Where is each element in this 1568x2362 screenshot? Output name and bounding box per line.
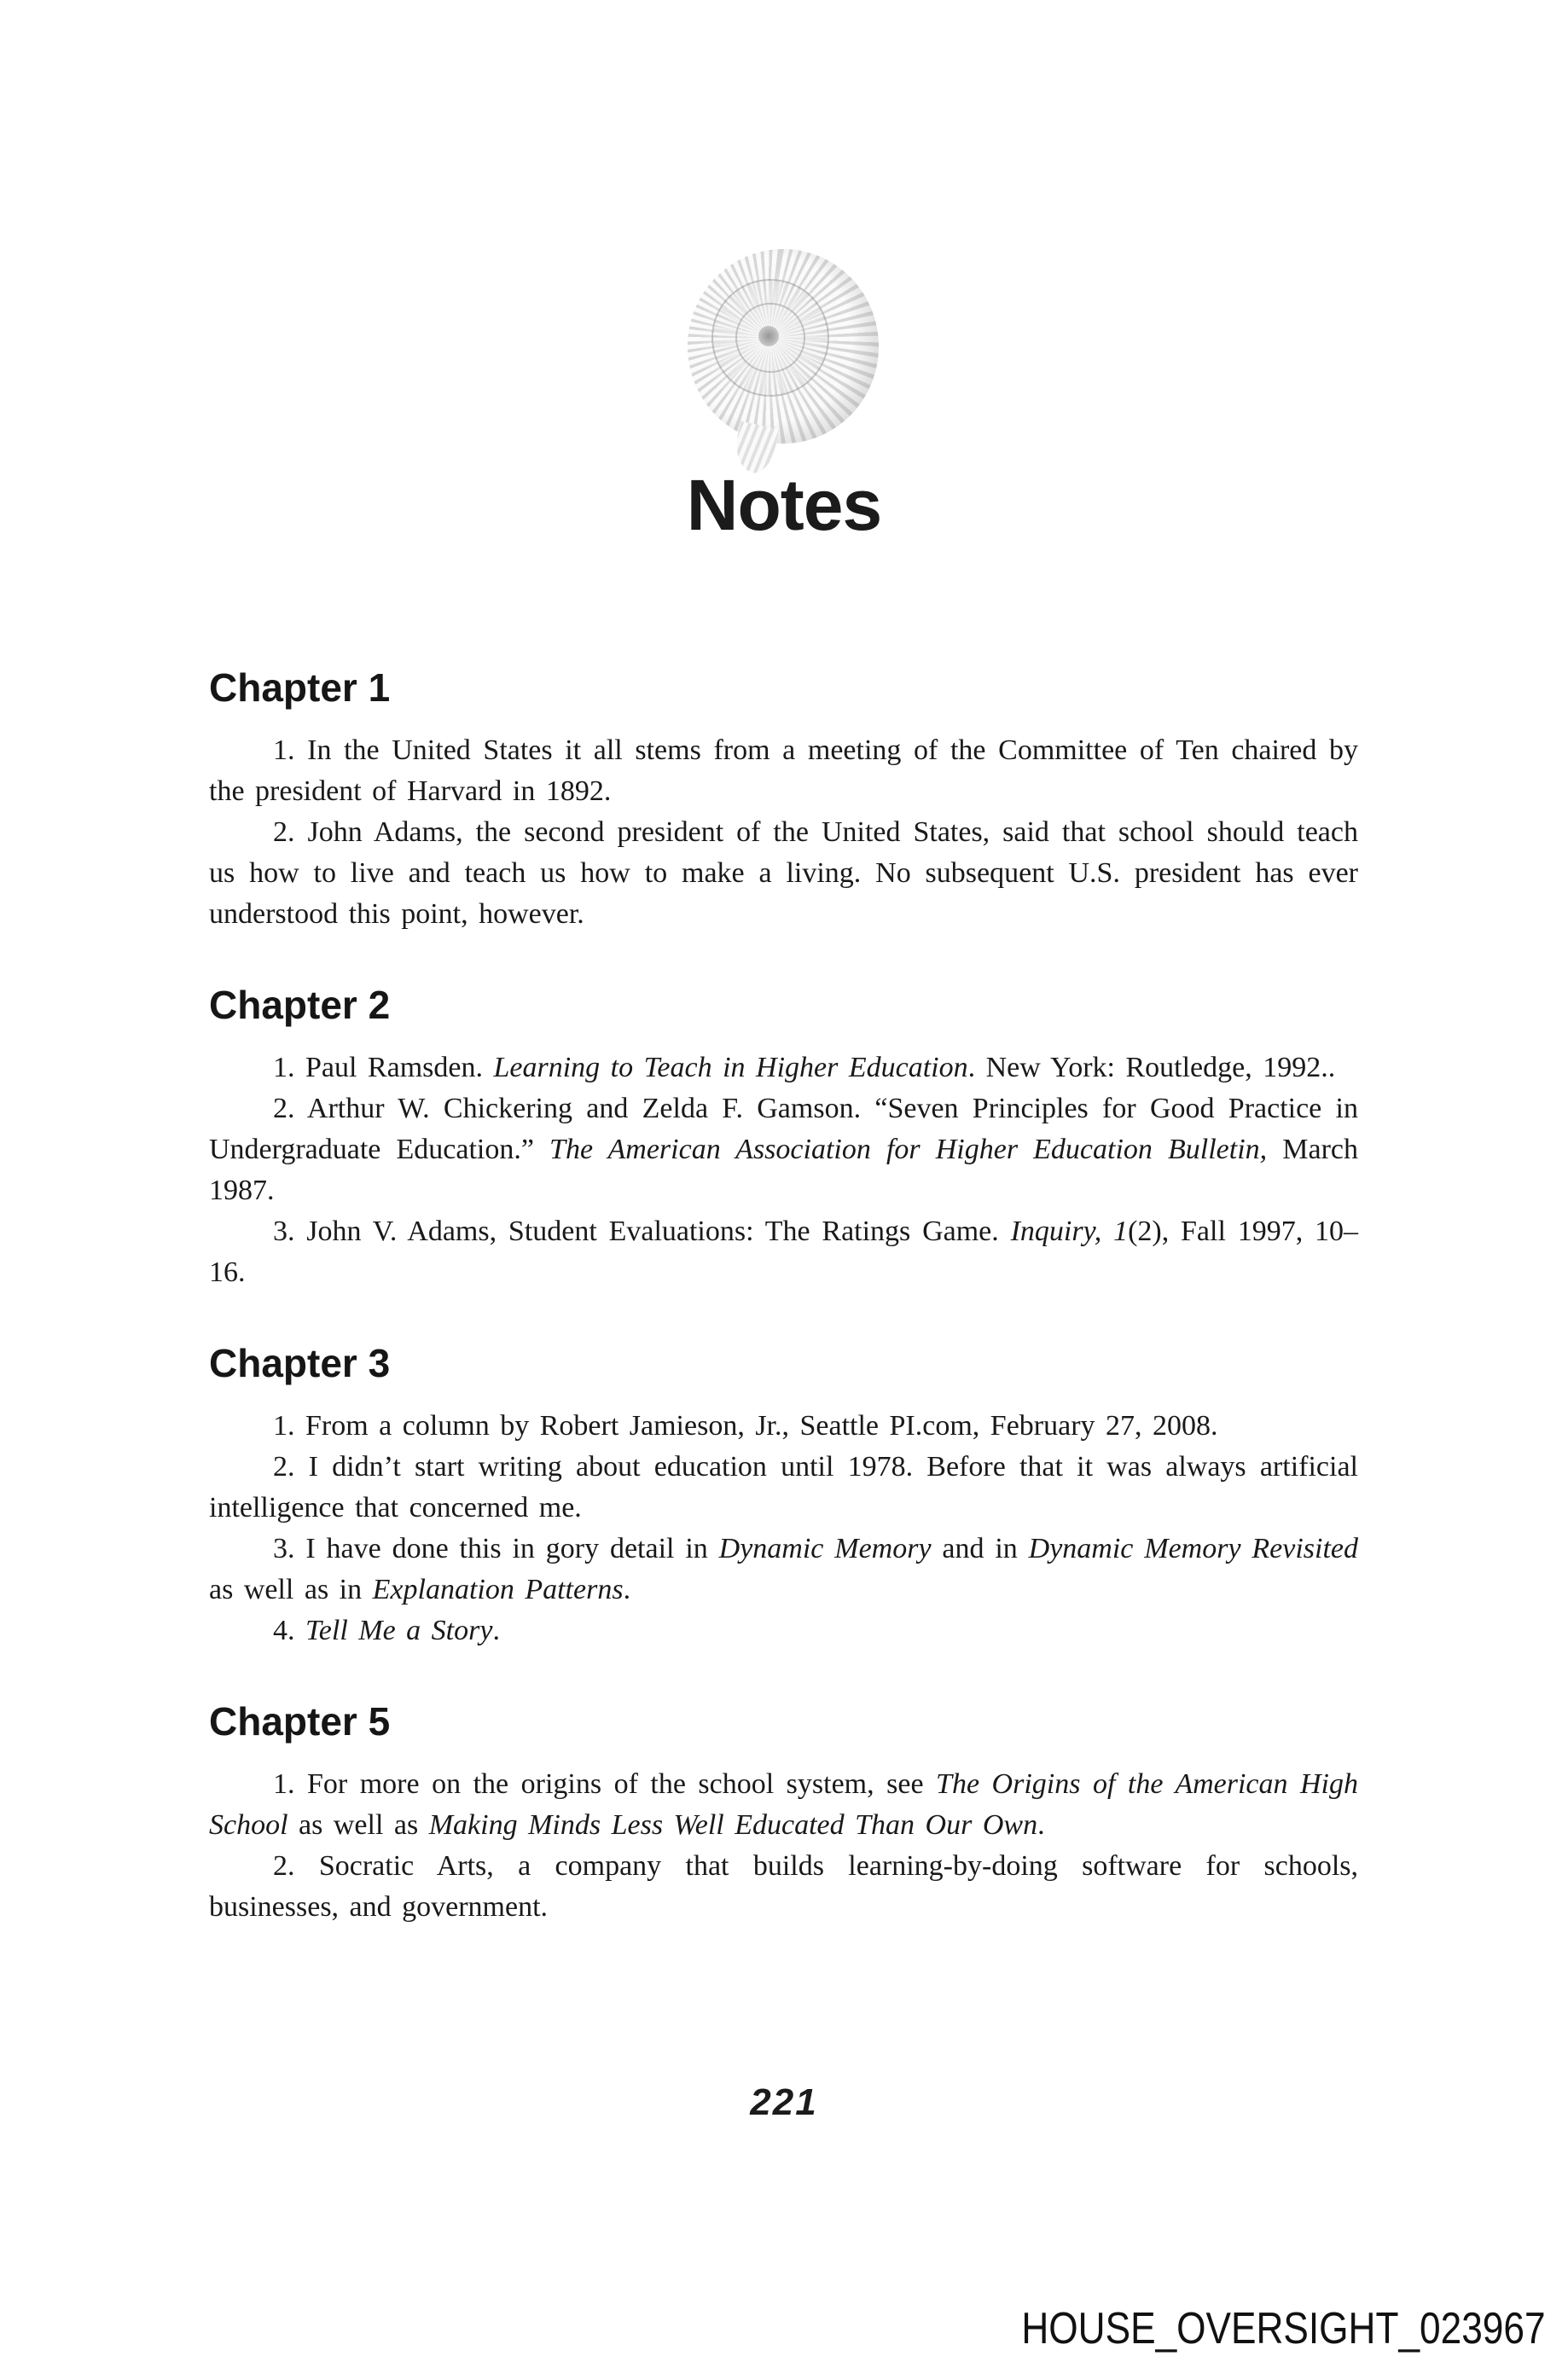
chapter-section [209,983,1358,1293]
oversight-watermark: HOUSE_OVERSIGHT_023967 [1021,2304,1546,2353]
note-paragraph: 3. John V. Adams, Student Evaluations: The Ratings Game. Inquiry, 1(2), Fall 1997, 10–16. [209,1216,1358,1288]
chapter-heading: Chapter 2 [209,983,391,1027]
note-paragraph: 1. For more on the origins of the school system, see The Origins of the American High School as well as Making Minds Less Well Educated Than Our Own. [209,1768,1358,1841]
page-number: 221 [750,2081,818,2123]
note-paragraph: 2. John Adams, the second president of the United States, said that school should teach us how to live and teach us how to make a living. No subsequent U.S. president has ever understood this point, however. [209,816,1358,930]
note-paragraph: 2. I didn’t start writing about education until 1978. Before that it was always artificial intelligence that concerned me. [209,1451,1358,1523]
note-paragraph: 4. Tell Me a Story. [273,1615,500,1646]
note-paragraph: 1. Paul Ramsden. Learning to Teach in Higher Education. New York: Routledge, 1992.. [273,1052,1336,1083]
note-paragraph: 2. Arthur W. Chickering and Zelda F. Gamson. “Seven Principles for Good Practice in Undergraduate Education.” The American Association for Higher Education Bulletin, March 1987. [209,1093,1358,1206]
page-title: Notes [686,465,882,545]
chapter-heading: Chapter 1 [209,665,391,710]
note-paragraph: 3. I have done this in gory detail in Dynamic Memory and in Dynamic Memory Revisited as well as in Explanation Patterns. [209,1533,1359,1605]
chapter-section [209,665,1358,935]
note-paragraph: 1. From a column by Robert Jamieson, Jr., Seattle PI.com, February 27, 2008. [273,1410,1218,1442]
chapter-heading: Chapter 3 [209,1341,391,1385]
chapter-heading: Chapter 5 [209,1699,391,1744]
shell-center [758,326,779,346]
ammonite-shell-image [688,249,879,474]
note-paragraph: 1. In the United States it all stems from a meeting of the Committee of Ten chaired by the president of Harvard in 1892. [209,734,1358,807]
note-paragraph: 2. Socratic Arts, a company that builds learning-by-doing software for schools, businesses, and government. [209,1850,1358,1923]
chapter-section [209,1341,1358,1651]
chapter-section [209,1699,1358,1928]
notes-content [209,665,1358,1928]
